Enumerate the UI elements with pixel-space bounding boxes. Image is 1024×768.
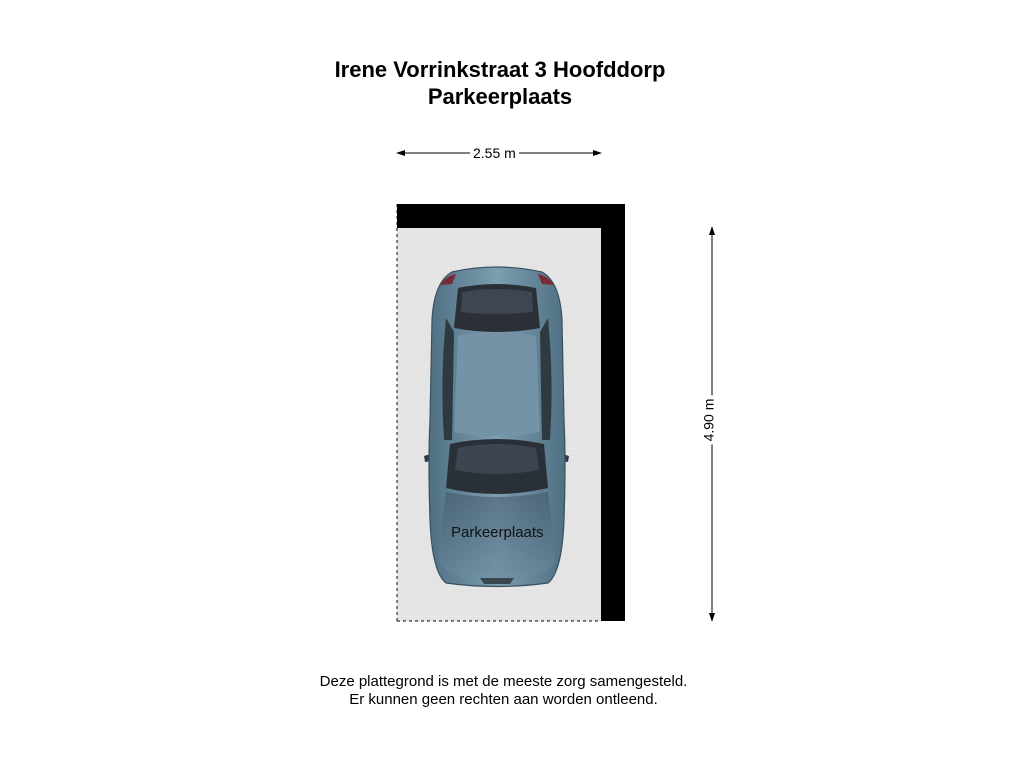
depth-dimension-label: 4.90 m xyxy=(700,396,716,445)
disclaimer-line-1: Deze plattegrond is met de meeste zorg samengesteld. xyxy=(319,673,688,690)
page-subtitle: Parkeerplaats xyxy=(427,84,573,109)
width-dimension-label: 2.55 m xyxy=(470,145,519,161)
page-title: Irene Vorrinkstraat 3 Hoofddorp xyxy=(334,57,666,82)
disclaimer-line-2: Er kunnen geen rechten aan worden ontleend. xyxy=(349,691,658,708)
room-label: Parkeerplaats xyxy=(451,524,544,541)
